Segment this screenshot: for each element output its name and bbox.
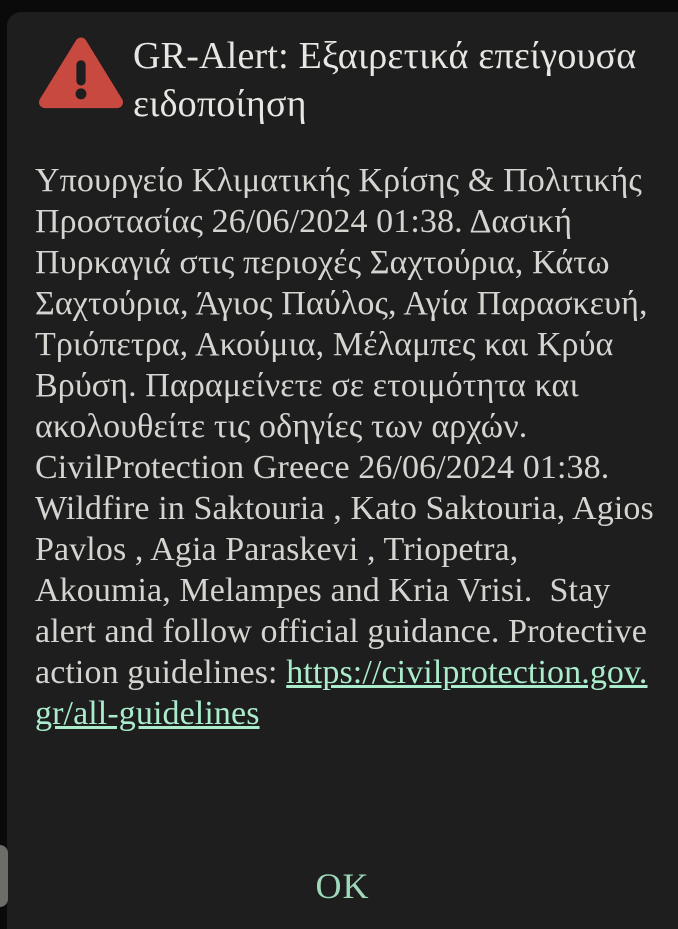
alert-title: GR-Alert: Εξαιρετικά επείγουσα ειδοποίηση xyxy=(133,35,637,125)
alert-header xyxy=(7,12,678,128)
alert-message-english: CivilProtection Greece 26/06/2024 01:38. Wildfire in Saktouria , Kato Saktouria, Agios Pavlos , Agia Paraskevi , Triopetra, Akoumia, Melampes and Kria Vrisi. Stay alert and follow official guidance. Protective action guidelines: xyxy=(35,449,663,691)
alert-footer xyxy=(7,859,678,913)
screen-edge-artifact xyxy=(0,845,8,907)
alert-message-greek: Υπουργείο Κλιματικής Κρίσης & Πολιτικής Προστασίας 26/06/2024 01:38. Δασική Πυρκαγιά στις περιοχές Σαχτούρια, Κάτω Σαχτούρια, Άγιος Παύλος, Αγία Παρασκευή, Τριόπετρα, Ακούμια, Μέλαμπες και Κρύα Βρύση. Παραμείνετε σε ετοιμότητα και ακολουθείτε τις οδηγίες των αρχών. xyxy=(35,162,656,445)
ok-button[interactable]: OK xyxy=(286,859,400,913)
guidelines-link[interactable]: https://civilprotection.gov.gr/all-guidelines xyxy=(35,654,648,732)
emergency-alert-dialog xyxy=(7,12,678,929)
alert-message xyxy=(35,160,663,734)
warning-triangle-icon xyxy=(39,34,123,110)
